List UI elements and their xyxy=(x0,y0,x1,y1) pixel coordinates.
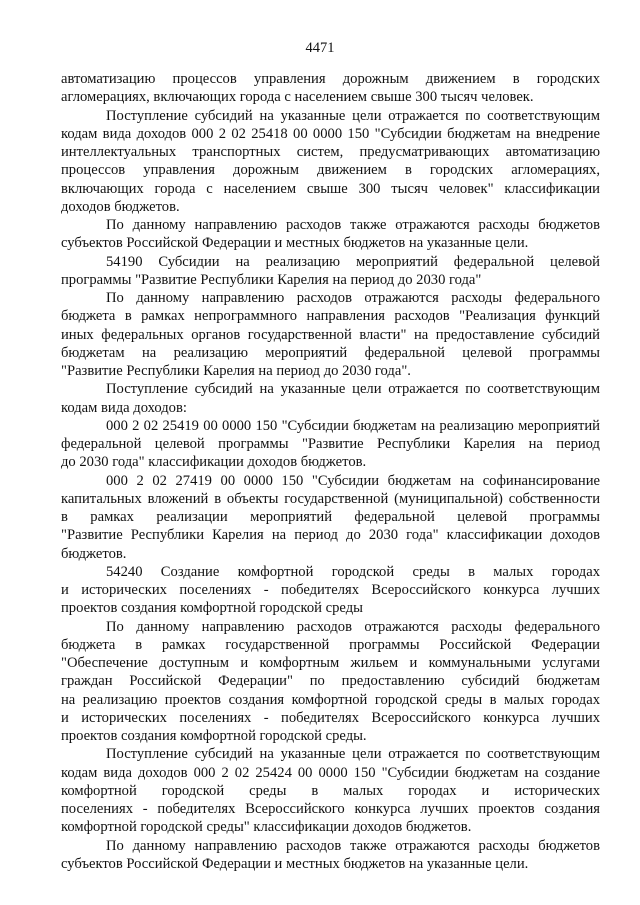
text-line: включающих города с населением свыше 300 тысяч человек" классификации xyxy=(61,180,600,197)
text-line: кодам вида доходов: xyxy=(61,399,187,416)
text-line: бюджета в рамках непрограммного направления расходов "Реализация функций xyxy=(61,308,600,325)
text-line: По данному направлению расходов отражаются расходы федерального xyxy=(106,618,600,635)
text-line: По данному направлению расходов также отражаются расходы бюджетов xyxy=(106,217,600,233)
text-line: доходов бюджетов. xyxy=(61,198,180,215)
document-body xyxy=(61,70,600,873)
text-line: проектов создания комфортной городской среды. xyxy=(61,728,367,744)
text-line: комфортной городской среды в малых городах и исторических xyxy=(61,782,600,799)
text-line: и исторических поселениях - победителях Всероссийского конкурса лучших xyxy=(61,709,600,726)
text-line: 54190 Субсидии на реализацию мероприятий федеральной целевой xyxy=(106,253,600,270)
text-line: комфортной городской среды" классификации доходов бюджетов. xyxy=(61,819,472,836)
text-line: субъектов Российской Федерации и местных бюджетов на указанные цели. xyxy=(61,235,529,252)
text-line: субъектов Российской Федерации и местных бюджетов на указанные цели. xyxy=(61,855,529,872)
text-line: автоматизацию процессов управления дорожным движением в городских xyxy=(61,71,600,87)
text-line: до 2030 года" классификации доходов бюджетов. xyxy=(61,454,367,471)
text-line: капитальных вложений в объекты государственной (муниципальной) собственности xyxy=(61,490,600,507)
text-line: и исторических поселениях - победителях Всероссийского конкурса лучших xyxy=(61,582,600,598)
text-line: федеральной целевой программы "Развитие Республики Карелия на период xyxy=(61,436,600,452)
text-line: интеллектуальных транспортных систем, предусматривающих автоматизацию xyxy=(61,144,600,160)
text-line: бюджетам на реализацию мероприятий федеральной целевой программы xyxy=(61,344,600,361)
text-line: программы "Развитие Республики Карелия на период до 2030 года" xyxy=(61,271,482,288)
text-line: бюджетов. xyxy=(61,545,127,562)
text-line: иных федеральных органов государственной власти" на предоставление субсидий xyxy=(61,326,600,343)
text-line: "Обеспечение доступным и комфортным жильем и коммунальными услугами xyxy=(61,655,600,671)
text-line: проектов создания комфортной городской среды xyxy=(61,600,363,617)
text-line: 54240 Создание комфортной городской среды в малых городах xyxy=(106,563,600,580)
text-line: "Развитие Республики Карелия на период до 2030 года". xyxy=(61,363,411,379)
text-line: По данному направлению расходов также отражаются расходы бюджетов xyxy=(106,837,600,854)
text-line: поселениях - победителях Всероссийского конкурса лучших проектов создания xyxy=(61,801,600,817)
text-line: в рамках реализации мероприятий федеральной целевой программы xyxy=(61,509,600,525)
text-line: процессов управления дорожным движением в городских агломерациях, xyxy=(61,162,600,179)
page-number: 4471 xyxy=(305,40,335,56)
text-line: агломерациях, включающих города с населением свыше 300 тысяч человек. xyxy=(61,89,534,106)
text-line: По данному направлению расходов отражаются расходы федерального xyxy=(106,290,600,306)
text-line: 000 2 02 27419 00 0000 150 "Субсидии бюджетам на софинансирование xyxy=(106,472,600,489)
text-line: бюджета в рамках государственной программы Российской Федерации xyxy=(61,636,600,653)
text-line: кодам вида доходов 000 2 02 25424 00 0000 150 "Субсидии бюджетам на создание xyxy=(61,764,600,781)
text-line: кодам вида доходов 000 2 02 25418 00 0000 150 "Субсидии бюджетам на внедрение xyxy=(61,125,600,142)
text-line: граждан Российской Федерации" по предоставлению субсидий бюджетам xyxy=(61,673,600,690)
text-line: Поступление субсидий на указанные цели отражается по соответствующим xyxy=(106,107,600,124)
text-line: Поступление субсидий на указанные цели отражается по соответствующим xyxy=(106,746,600,763)
text-line: на реализацию проектов создания комфортной городской среды в малых городах xyxy=(61,691,600,708)
text-line: Поступление субсидий на указанные цели отражается по соответствующим xyxy=(106,381,600,398)
text-line: 000 2 02 25419 00 0000 150 "Субсидии бюджетам на реализацию мероприятий xyxy=(106,417,600,434)
text-line: "Развитие Республики Карелия на период до 2030 года" классификации доходов xyxy=(61,527,600,544)
